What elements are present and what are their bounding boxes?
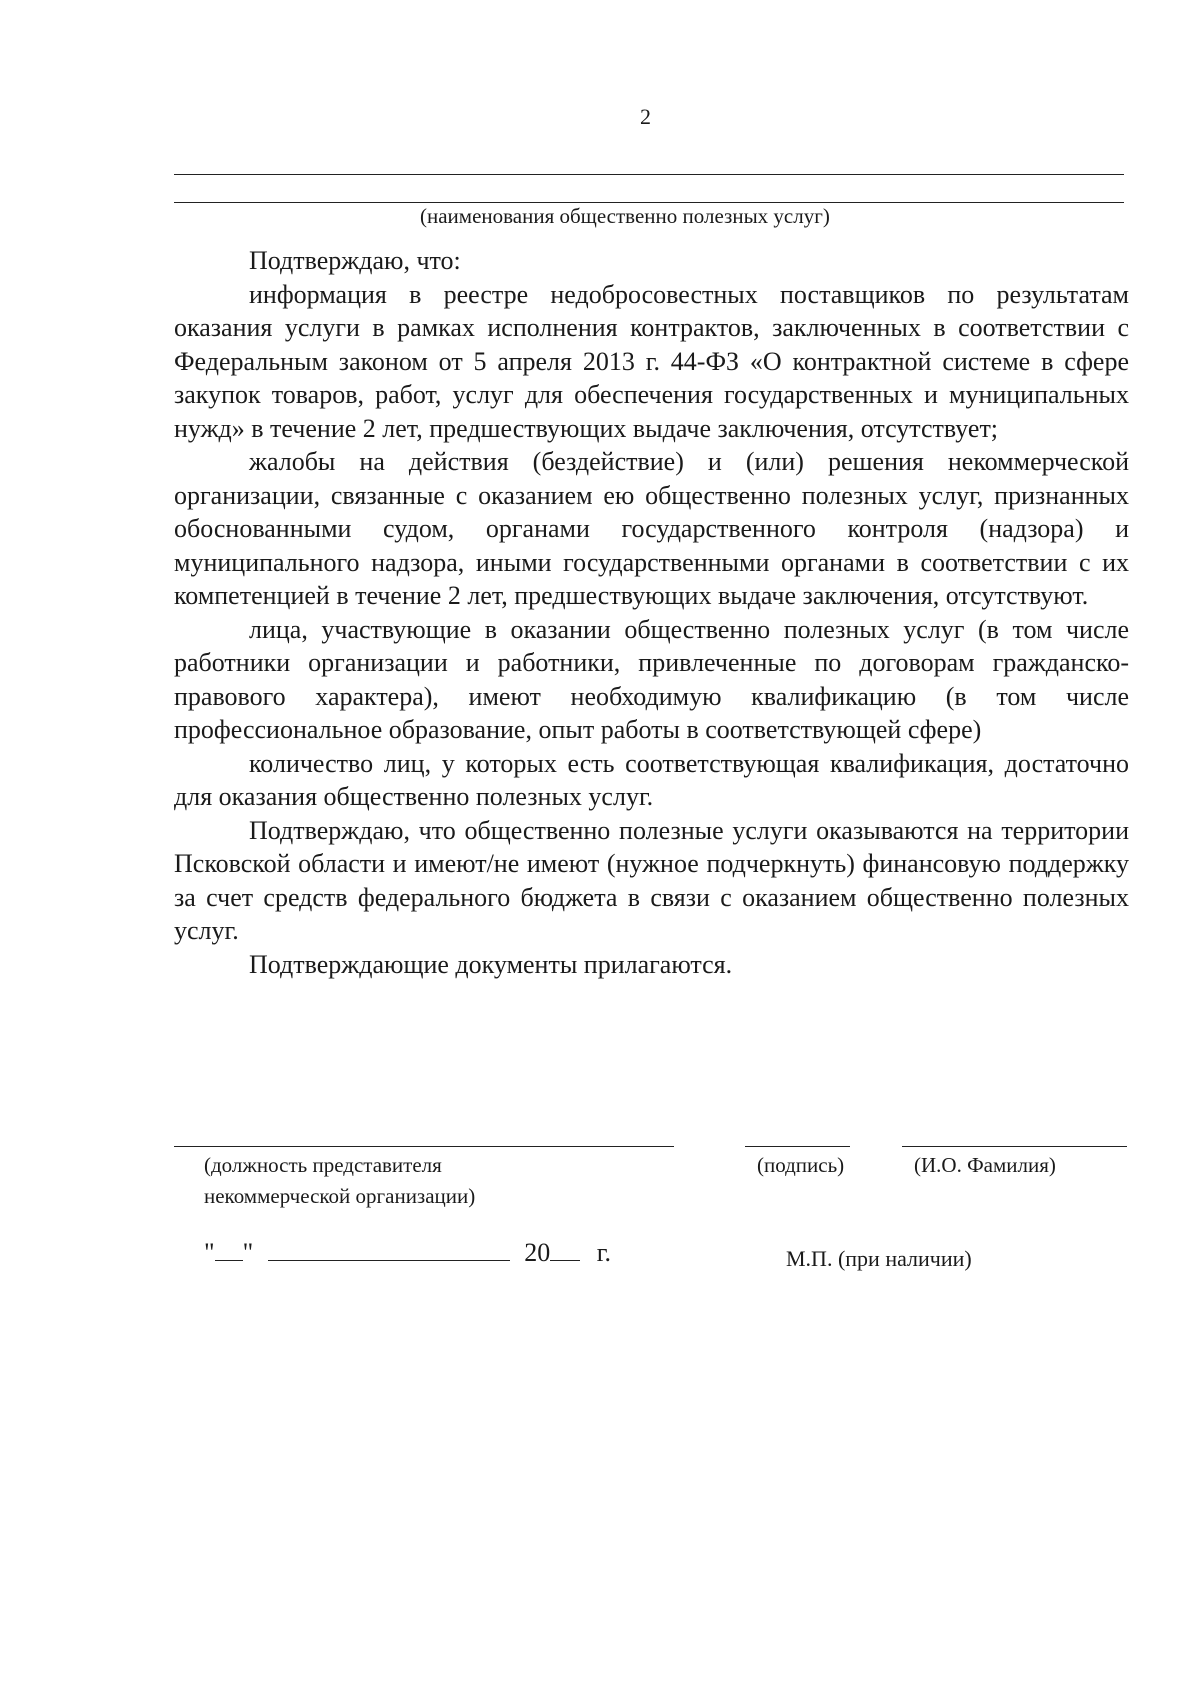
year-prefix: 20 [524, 1238, 551, 1267]
page-number: 2 [640, 104, 651, 129]
paragraph-attachments: Подтверждающие документы прилагаются. [249, 949, 733, 979]
document-body [174, 244, 1129, 981]
position-signature-line [174, 1146, 674, 1147]
date-open-quote: " [204, 1238, 215, 1267]
paragraph-staff-count: количество лиц, у которых есть соответствующая квалификация, достаточно для оказания общественно полезных услуг. [174, 748, 1129, 811]
year-suffix: г. [596, 1238, 611, 1267]
services-line-2 [174, 202, 1124, 203]
name-caption: (И.О. Фамилия) [914, 1153, 1056, 1177]
month-blank [268, 1259, 510, 1261]
date-row [204, 1238, 611, 1268]
signature-line [745, 1146, 850, 1147]
position-caption [204, 1150, 442, 1180]
position-caption-2 [204, 1181, 475, 1211]
stamp-caption: М.П. (при наличии) [786, 1246, 972, 1271]
date-close-quote: " [242, 1238, 254, 1267]
paragraph-qualification: лица, участвующие в оказании общественно полезных услуг (в том числе работники организации и работники, привлеченные по договорам гражданско-правового характера), имеют необходимую квалификацию (в том числе профессиональное образование, опыт работы в соответствующей сфере) [174, 614, 1129, 744]
signature-caption: (подпись) [757, 1153, 845, 1177]
paragraph-registry: информация в реестре недобросовестных поставщиков по результатам оказания услуги в рамках исполнения контрактов, заключенных в соответствии с Федеральным законом от 5 апреля 2013 г. 44-ФЗ «О контрактной системе в сфере закупок товаров, работ, услуг для обеспечения государственных и муниципальных нужд» в течение 2 лет, предшествующих выдаче заключения, отсутствует; [174, 279, 1129, 443]
position-caption-line-2: некоммерческой организации) [204, 1184, 476, 1208]
paragraph-territory: Подтверждаю, что общественно полезные услуги оказываются на территории Псковской области и имеют/не имеют (нужное подчеркнуть) финансовую поддержку за счет средств федерального бюджета в связи с оказанием общественно полезных услуг. [174, 815, 1129, 945]
name-line [902, 1146, 1127, 1147]
confirm-intro: Подтверждаю, что: [249, 246, 461, 275]
year-blank [550, 1259, 580, 1261]
services-line-1 [174, 174, 1124, 175]
paragraph-complaints: жалобы на действия (бездействие) и (или) решения некоммерческой организации, связанные с оказанием ею общественно полезных услуг, признанных обоснованными судом, органами государственного контроля (надзора) и муниципального надзора, иными государственными органами в соответствии с их компетенцией в течение 2 лет, предшествующих выдаче заключения, отсутствуют. [174, 447, 1129, 610]
services-caption: (наименования общественно полезных услуг) [420, 204, 830, 228]
position-caption-line-1: (должность представителя [204, 1153, 442, 1177]
day-blank [215, 1259, 243, 1261]
